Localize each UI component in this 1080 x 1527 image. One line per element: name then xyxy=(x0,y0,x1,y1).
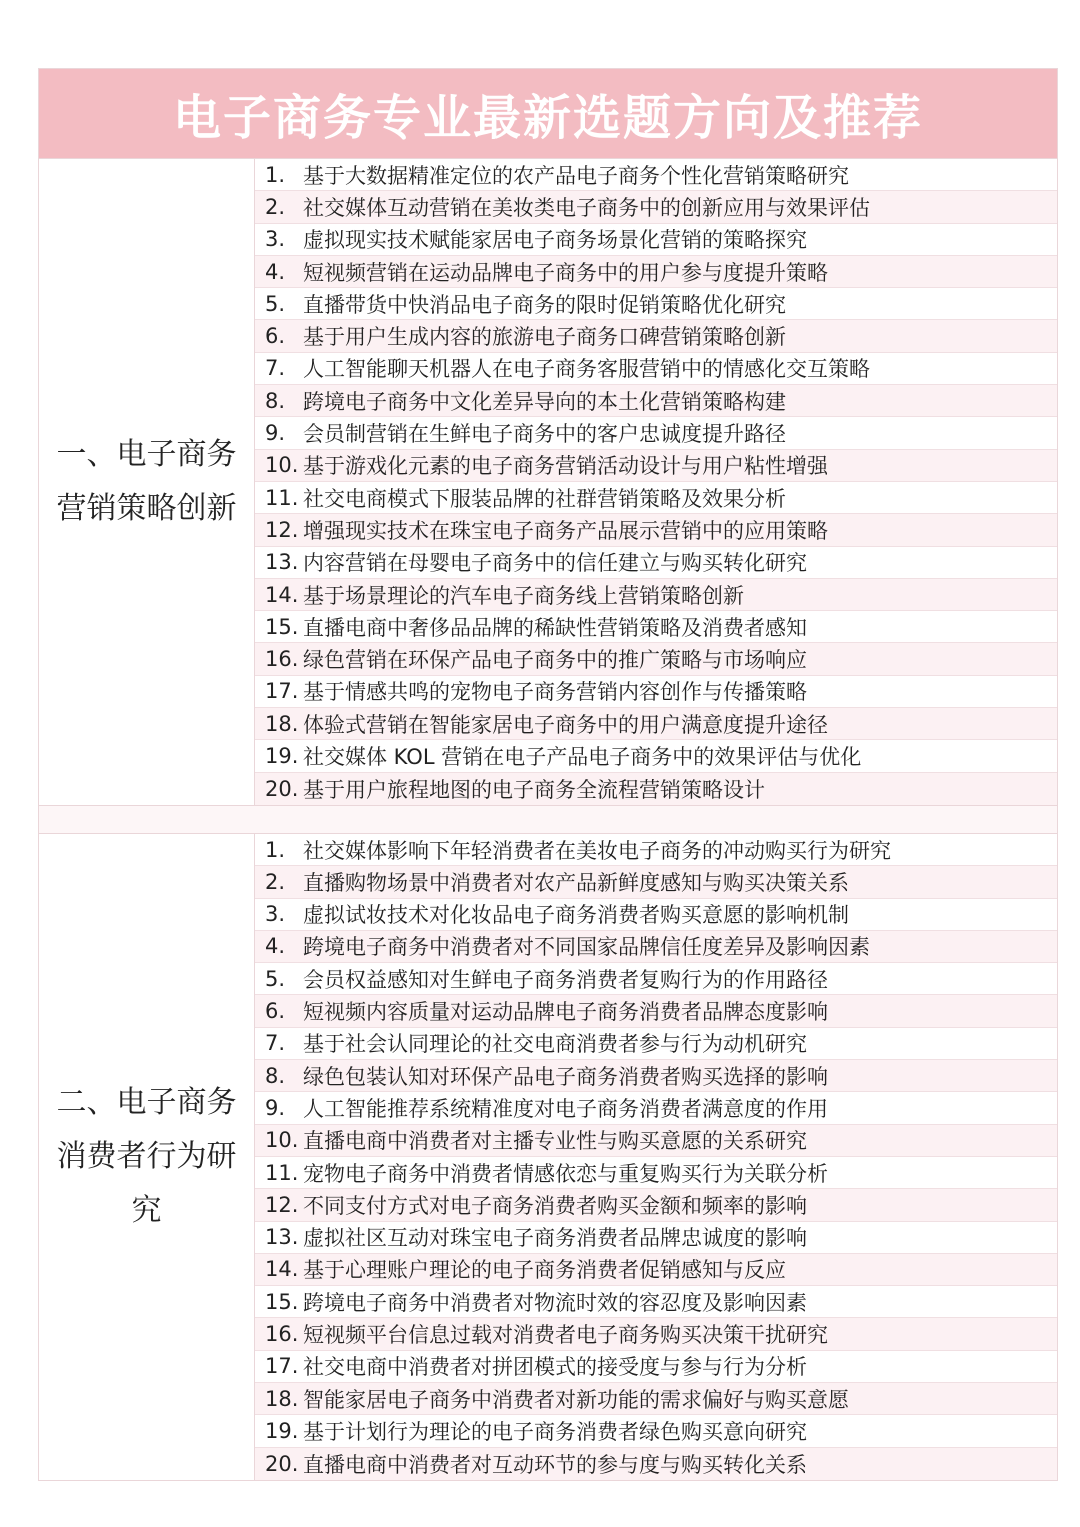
item-number: 1. xyxy=(265,162,286,187)
item-text: 宠物电子商务中消费者情感依恋与重复购买行为关联分析 xyxy=(303,1161,828,1186)
list-item xyxy=(255,995,1057,1027)
list-item xyxy=(255,1060,1057,1092)
item-text: 增强现实技术在珠宝电子商务产品展示营销中的应用策略 xyxy=(303,518,828,543)
list-item xyxy=(255,320,1057,352)
item-text: 直播带货中快消品电子商务的限时促销策略优化研究 xyxy=(303,292,786,317)
list-item xyxy=(255,1318,1057,1350)
item-number: 20. xyxy=(265,776,299,801)
list-item xyxy=(255,353,1057,385)
list-item xyxy=(255,1125,1057,1157)
item-number: 13. xyxy=(265,1225,299,1250)
list-item xyxy=(255,1157,1057,1189)
item-number: 17. xyxy=(265,1354,299,1379)
list-item xyxy=(255,450,1057,482)
item-text: 人工智能聊天机器人在电子商务客服营销中的情感化交互策略 xyxy=(303,357,870,382)
item-number: 3. xyxy=(265,902,286,927)
item-text: 绿色营销在环保产品电子商务中的推广策略与市场响应 xyxy=(303,648,807,673)
item-text: 人工智能推荐系统精准度对电子商务消费者满意度的作用 xyxy=(303,1096,828,1121)
list-item xyxy=(255,1222,1057,1254)
item-number: 12. xyxy=(265,517,299,542)
list-item xyxy=(255,773,1057,805)
item-number: 20. xyxy=(265,1451,299,1476)
item-text: 直播电商中奢侈品品牌的稀缺性营销策略及消费者感知 xyxy=(303,615,807,640)
list-item xyxy=(255,1092,1057,1124)
list-item xyxy=(255,611,1057,643)
category-label: 二、电子商务消费者行为研究 xyxy=(39,834,255,1480)
item-text: 社交媒体 KOL 营销在电子产品电子商务中的效果评估与优化 xyxy=(303,744,862,769)
list-item xyxy=(255,224,1057,256)
item-text: 社交媒体互动营销在美妆类电子商务中的创新应用与效果评估 xyxy=(303,195,870,220)
item-number: 14. xyxy=(265,1257,299,1282)
item-number: 10. xyxy=(265,1128,299,1153)
list-item xyxy=(255,579,1057,611)
item-number: 19. xyxy=(265,743,299,768)
item-text: 基于游戏化元素的电子商务营销活动设计与用户粘性增强 xyxy=(303,454,828,479)
section-consumer-behavior xyxy=(39,833,1057,1480)
topic-list xyxy=(255,834,1057,1480)
item-number: 19. xyxy=(265,1418,299,1443)
list-item xyxy=(255,1415,1057,1447)
item-text: 直播电商中消费者对主播专业性与购买意愿的关系研究 xyxy=(303,1129,807,1154)
item-text: 基于情感共鸣的宠物电子商务营销内容创作与传播策略 xyxy=(303,680,807,705)
item-number: 16. xyxy=(265,1322,299,1347)
item-text: 基于场景理论的汽车电子商务线上营销策略创新 xyxy=(303,583,744,608)
item-text: 会员制营销在生鲜电子商务中的客户忠诚度提升路径 xyxy=(303,422,786,447)
list-item xyxy=(255,288,1057,320)
item-number: 18. xyxy=(265,1386,299,1411)
list-item xyxy=(255,866,1057,898)
list-item xyxy=(255,834,1057,866)
item-text: 不同支付方式对电子商务消费者购买金额和频率的影响 xyxy=(303,1193,807,1218)
list-item xyxy=(255,708,1057,740)
item-number: 17. xyxy=(265,679,299,704)
item-text: 会员权益感知对生鲜电子商务消费者复购行为的作用路径 xyxy=(303,967,828,992)
item-text: 基于心理账户理论的电子商务消费者促销感知与反应 xyxy=(303,1258,786,1283)
item-number: 6. xyxy=(265,999,286,1024)
item-text: 虚拟现实技术赋能家居电子商务场景化营销的策略探究 xyxy=(303,228,807,253)
list-item xyxy=(255,963,1057,995)
item-text: 短视频营销在运动品牌电子商务中的用户参与度提升策略 xyxy=(303,260,828,285)
section-marketing xyxy=(39,158,1057,805)
item-text: 基于社会认同理论的社交电商消费者参与行为动机研究 xyxy=(303,1032,807,1057)
list-item xyxy=(255,1254,1057,1286)
list-item xyxy=(255,256,1057,288)
item-number: 15. xyxy=(265,1289,299,1314)
item-number: 11. xyxy=(265,485,299,510)
list-item xyxy=(255,514,1057,546)
item-number: 2. xyxy=(265,194,286,219)
list-item xyxy=(255,676,1057,708)
item-text: 跨境电子商务中消费者对不同国家品牌信任度差异及影响因素 xyxy=(303,935,870,960)
item-number: 7. xyxy=(265,356,286,381)
item-number: 8. xyxy=(265,1063,286,1088)
item-number: 4. xyxy=(265,934,286,959)
list-item xyxy=(255,191,1057,223)
section-divider xyxy=(39,805,1057,833)
list-item xyxy=(255,547,1057,579)
item-text: 直播购物场景中消费者对农产品新鲜度感知与购买决策关系 xyxy=(303,870,849,895)
page-title: 电子商务专业最新选题方向及推荐 xyxy=(39,69,1057,158)
item-text: 基于用户旅程地图的电子商务全流程营销策略设计 xyxy=(303,777,765,802)
item-text: 体验式营销在智能家居电子商务中的用户满意度提升途径 xyxy=(303,712,828,737)
topic-list xyxy=(255,159,1057,805)
item-text: 智能家居电子商务中消费者对新功能的需求偏好与购买意愿 xyxy=(303,1387,849,1412)
list-item xyxy=(255,1028,1057,1060)
item-number: 13. xyxy=(265,550,299,575)
item-number: 1. xyxy=(265,837,286,862)
list-item xyxy=(255,643,1057,675)
item-number: 18. xyxy=(265,711,299,736)
item-text: 跨境电子商务中文化差异导向的本土化营销策略构建 xyxy=(303,389,786,414)
item-text: 虚拟社区互动对珠宝电子商务消费者品牌忠诚度的影响 xyxy=(303,1226,807,1251)
list-item xyxy=(255,1383,1057,1415)
list-item xyxy=(255,1189,1057,1221)
item-text: 绿色包装认知对环保产品电子商务消费者购买选择的影响 xyxy=(303,1064,828,1089)
item-text: 短视频平台信息过载对消费者电子商务购买决策干扰研究 xyxy=(303,1323,828,1348)
item-number: 10. xyxy=(265,453,299,478)
list-item xyxy=(255,899,1057,931)
item-text: 社交电商模式下服装品牌的社群营销策略及效果分析 xyxy=(303,486,786,511)
item-number: 14. xyxy=(265,582,299,607)
item-number: 12. xyxy=(265,1192,299,1217)
item-number: 15. xyxy=(265,614,299,639)
item-number: 5. xyxy=(265,291,286,316)
item-number: 6. xyxy=(265,324,286,349)
item-number: 11. xyxy=(265,1160,299,1185)
item-text: 基于用户生成内容的旅游电子商务口碑营销策略创新 xyxy=(303,325,786,350)
topics-table xyxy=(38,68,1058,1481)
list-item xyxy=(255,385,1057,417)
list-item xyxy=(255,1448,1057,1480)
item-text: 直播电商中消费者对互动环节的参与度与购买转化关系 xyxy=(303,1452,807,1477)
list-item xyxy=(255,1286,1057,1318)
list-item xyxy=(255,740,1057,772)
item-text: 社交电商中消费者对拼团模式的接受度与参与行为分析 xyxy=(303,1355,807,1380)
list-item xyxy=(255,931,1057,963)
item-number: 9. xyxy=(265,421,286,446)
item-number: 9. xyxy=(265,1095,286,1120)
item-number: 7. xyxy=(265,1031,286,1056)
item-text: 内容营销在母婴电子商务中的信任建立与购买转化研究 xyxy=(303,551,807,576)
list-item xyxy=(255,159,1057,191)
item-number: 16. xyxy=(265,647,299,672)
item-number: 5. xyxy=(265,966,286,991)
item-number: 2. xyxy=(265,869,286,894)
item-text: 基于计划行为理论的电子商务消费者绿色购买意向研究 xyxy=(303,1419,807,1444)
item-number: 8. xyxy=(265,388,286,413)
list-item xyxy=(255,1351,1057,1383)
item-text: 短视频内容质量对运动品牌电子商务消费者品牌态度影响 xyxy=(303,1000,828,1025)
item-number: 3. xyxy=(265,227,286,252)
category-label: 一、电子商务营销策略创新 xyxy=(39,159,255,805)
item-text: 跨境电子商务中消费者对物流时效的容忍度及影响因素 xyxy=(303,1290,807,1315)
list-item xyxy=(255,482,1057,514)
item-text: 社交媒体影响下年轻消费者在美妆电子商务的冲动购买行为研究 xyxy=(303,838,891,863)
list-item xyxy=(255,417,1057,449)
item-text: 虚拟试妆技术对化妆品电子商务消费者购买意愿的影响机制 xyxy=(303,903,849,928)
item-text: 基于大数据精准定位的农产品电子商务个性化营销策略研究 xyxy=(303,163,849,188)
item-number: 4. xyxy=(265,259,286,284)
